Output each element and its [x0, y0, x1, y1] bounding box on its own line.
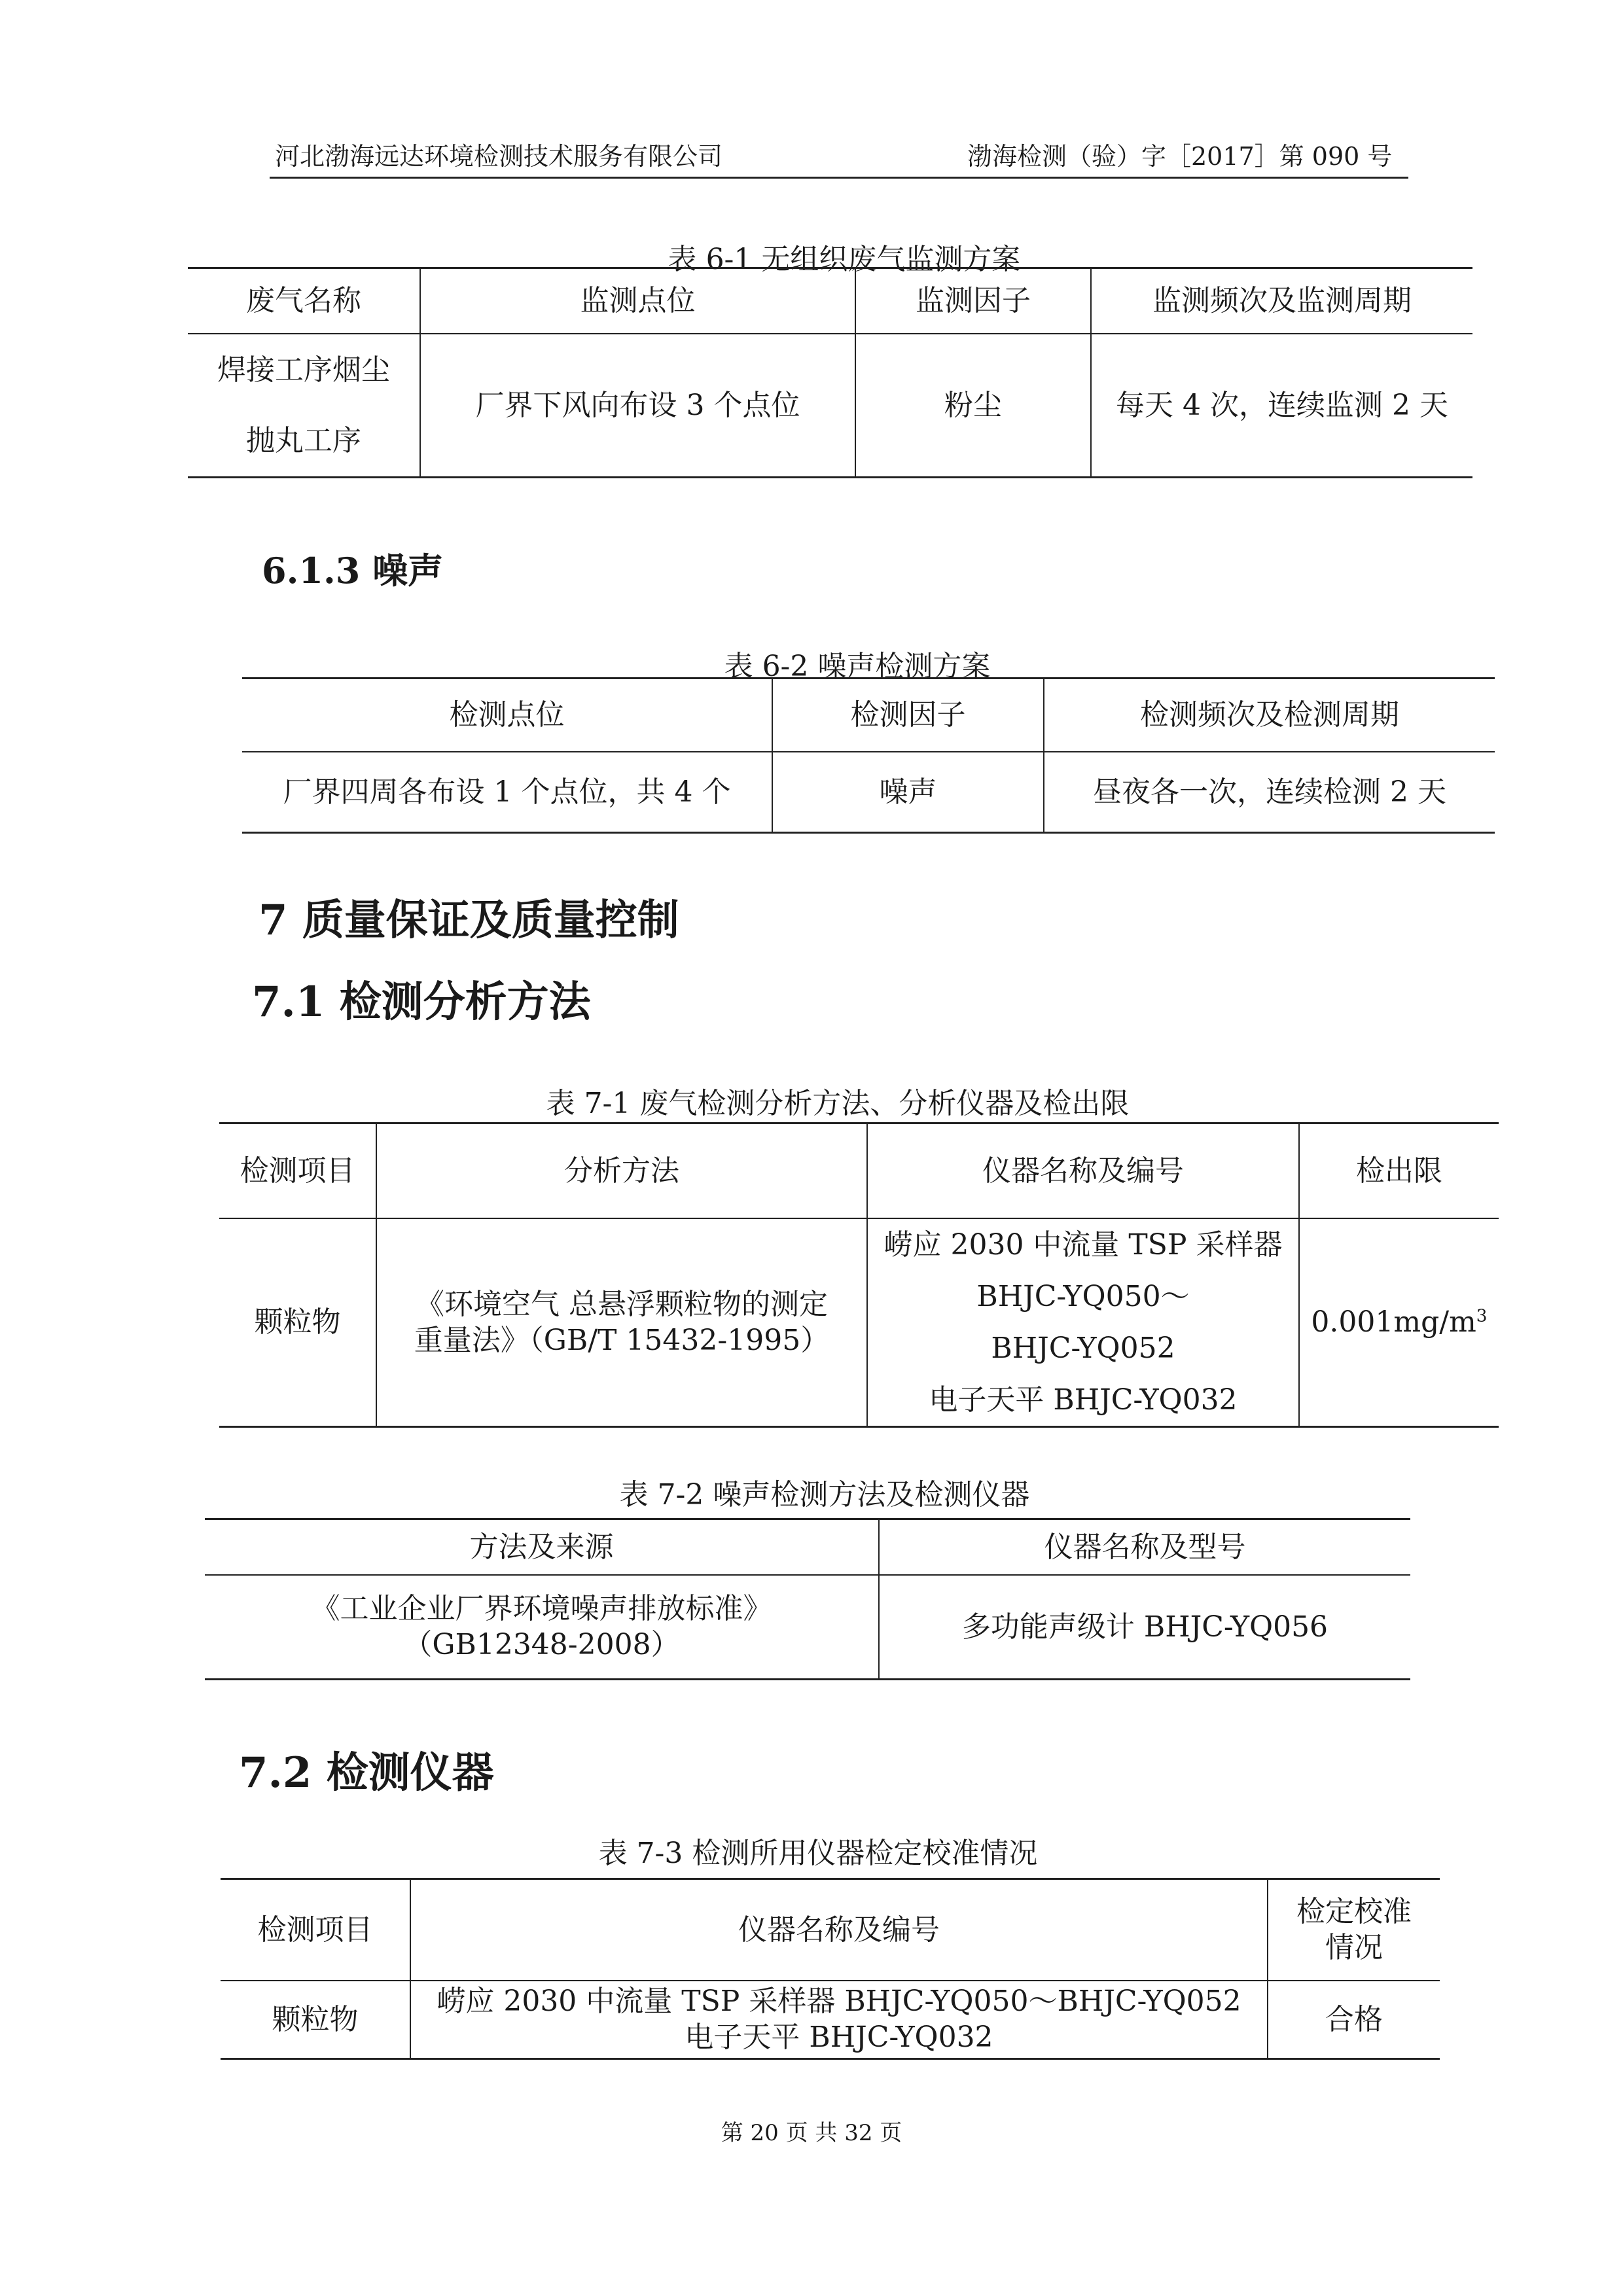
table-7-2-header: 方法及来源	[205, 1519, 879, 1575]
table-6-1-monitoring-point: 厂界下风向布设 3 个点位	[420, 334, 855, 478]
table-7-3	[221, 1878, 1440, 2060]
table-7-3-detection-item: 颗粒物	[221, 1981, 410, 2059]
table-7-3-header: 仪器名称及编号	[410, 1879, 1268, 1981]
table-6-2	[242, 677, 1495, 834]
section-6-1-3-heading: 6.1.3 噪声	[262, 550, 444, 592]
table-7-1-header: 检出限	[1299, 1123, 1499, 1218]
table-7-2-caption: 表 7-2 噪声检测方法及检测仪器	[619, 1478, 1030, 1511]
table-6-2-detection-point: 厂界四周各布设 1 个点位，共 4 个	[242, 752, 772, 833]
header-company: 河北渤海远达环境检测技术服务有限公司	[275, 142, 723, 171]
table-6-2-header: 检测频次及检测周期	[1044, 679, 1495, 752]
table-7-1-header: 检测项目	[219, 1123, 376, 1218]
table-7-2-instrument: 多功能声级计 BHJC-YQ056	[961, 1610, 1329, 1644]
table-6-1-header: 监测点位	[420, 268, 855, 334]
table-7-2-header: 仪器名称及型号	[879, 1519, 1410, 1575]
table-7-3-calibration-status: 合格	[1325, 2002, 1383, 2036]
table-7-3-instrument: 崂应 2030 中流量 TSP 采样器 BHJC-YQ050～BHJC-YQ052 电子天平 BHJC-YQ032	[410, 1981, 1268, 2059]
table-7-1	[219, 1122, 1499, 1428]
table-6-1-monitoring-factor: 粉尘	[855, 334, 1091, 478]
table-6-1	[188, 267, 1472, 478]
table-6-1-header: 废气名称	[188, 268, 420, 334]
table-7-1-detection-limit	[1299, 1218, 1499, 1427]
table-6-1-header: 监测因子	[855, 268, 1091, 334]
section-7-heading: 7 质量保证及质量控制	[259, 896, 679, 945]
table-6-2-header: 检测点位	[242, 679, 772, 752]
table-7-1-detection-item: 颗粒物	[219, 1218, 376, 1427]
table-6-1-caption: 表 6-1 无组织废气监测方案	[668, 243, 1021, 276]
table-6-2-detection-factor: 噪声	[772, 752, 1044, 833]
table-7-1-header: 仪器名称及编号	[867, 1123, 1299, 1218]
table-7-3-header: 检测项目	[221, 1879, 410, 1981]
page-number-footer: 第 20 页 共 32 页	[721, 2120, 902, 2146]
table-7-3-caption: 表 7-3 检测所用仪器检定校准情况	[598, 1837, 1038, 1870]
detection-limit-unit-superscript: 3	[1476, 1305, 1488, 1326]
detection-limit-value: 0.001mg/m	[1311, 1305, 1476, 1339]
table-6-2-frequency: 昼夜各一次，连续检测 2 天	[1093, 775, 1446, 809]
section-7-2-heading: 7.2 检测仪器	[239, 1748, 494, 1797]
section-7-1-heading: 7.1 检测分析方法	[252, 978, 591, 1027]
table-7-2-method-source: 《工业企业厂界环境噪声排放标准》 （GB12348-2008）	[205, 1575, 879, 1680]
table-7-3-header: 检定校准 情况	[1268, 1879, 1440, 1981]
table-7-1-header: 分析方法	[376, 1123, 867, 1218]
table-6-1-frequency: 每天 4 次，连续监测 2 天	[1116, 388, 1448, 422]
header-doc-number: 渤海检测（验）字［2017］第 090 号	[967, 142, 1393, 171]
table-6-2-header: 检测因子	[772, 679, 1044, 752]
table-7-1-caption: 表 7-1 废气检测分析方法、分析仪器及检出限	[546, 1087, 1130, 1120]
table-6-1-waste-gas-name: 焊接工序烟尘	[188, 334, 420, 406]
header-divider	[270, 177, 1408, 179]
table-6-1-header: 监测频次及监测周期	[1091, 268, 1472, 334]
table-7-2	[205, 1518, 1410, 1680]
table-7-1-instrument: 崂应 2030 中流量 TSP 采样器 BHJC-YQ050～ BHJC-YQ052 电子天平 BHJC-YQ032	[867, 1218, 1299, 1427]
table-6-1-waste-gas-name: 抛丸工序	[188, 406, 420, 478]
table-6-2-caption: 表 6-2 噪声检测方案	[724, 650, 991, 683]
table-7-1-analysis-method: 《环境空气 总悬浮颗粒物的测定 重量法》（GB/T 15432-1995）	[376, 1218, 867, 1427]
